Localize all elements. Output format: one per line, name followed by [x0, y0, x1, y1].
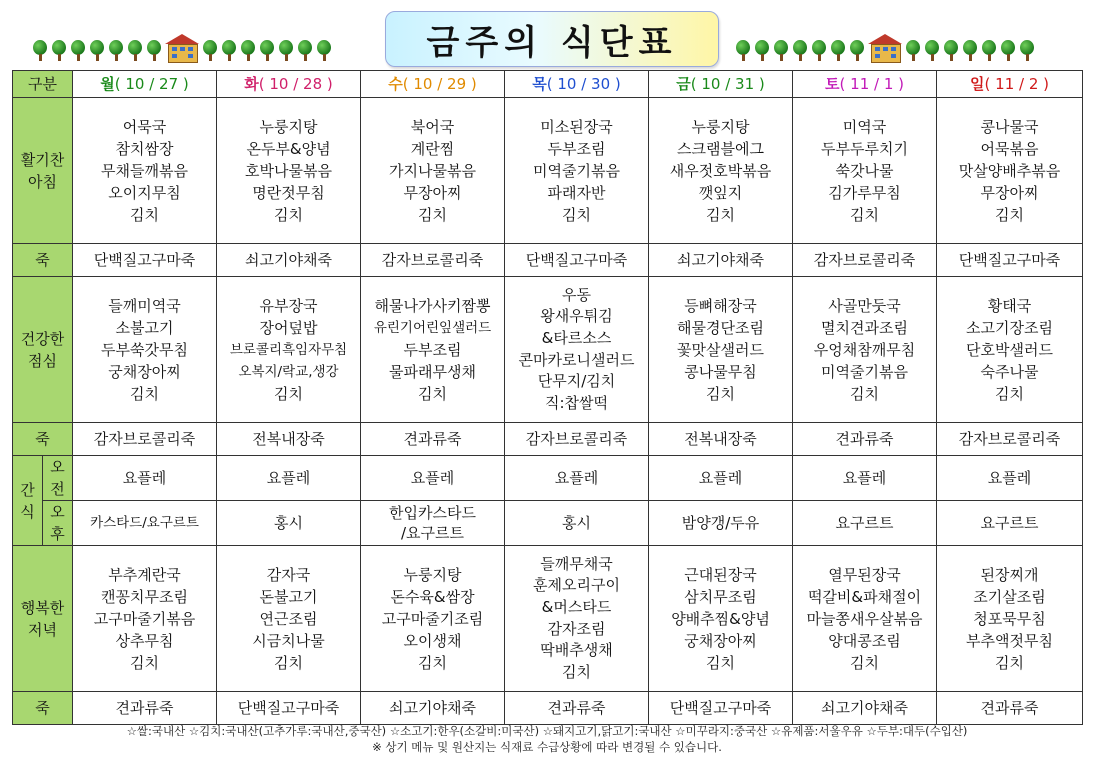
menu-item: 김치: [130, 384, 159, 403]
tree-icon: [773, 38, 789, 62]
menu-item: 김치: [850, 653, 879, 672]
breakfast-label: [13, 98, 73, 244]
menu-item: 꽃맛살샐러드: [677, 340, 764, 359]
menu-item: 고구마줄기조림: [381, 609, 484, 628]
day-date: ( 10 / 29 ): [402, 75, 477, 93]
label-line: 저녁: [28, 620, 57, 639]
tree-icon: [754, 38, 770, 62]
header-row: [13, 71, 1083, 98]
tree-icon: [1000, 38, 1016, 62]
menu-item: 누룽지탕: [403, 565, 462, 584]
menu-item: 궁채장아찌: [684, 631, 757, 650]
dinner-row: [13, 546, 1083, 692]
snack-am-cell: 요플레: [793, 456, 937, 501]
dinner-cell: [937, 546, 1083, 692]
menu-item: 김치: [274, 384, 303, 403]
label-line: 후: [50, 525, 65, 543]
day-date: ( 11 / 2 ): [984, 75, 1049, 93]
menu-item: 명란젓무침: [252, 183, 325, 202]
dinner-label: [13, 546, 73, 692]
menu-item: 무장아찌: [403, 183, 462, 202]
house-icon: [165, 34, 199, 62]
tree-icon: [830, 38, 846, 62]
menu-item: 김치: [850, 384, 879, 403]
breakfast-cell: [217, 98, 361, 244]
day-name: 토: [825, 75, 840, 93]
menu-item: /요구르트: [401, 524, 465, 542]
menu-item: 김치: [418, 384, 447, 403]
menu-item: 미역줄기볶음: [533, 161, 620, 180]
menu-item: 김치: [130, 205, 159, 224]
menu-item: 김치: [995, 205, 1024, 224]
lunch-cell: [649, 277, 793, 423]
menu-item: 소불고기: [115, 318, 174, 337]
porridge-cell: 쇠고기야채죽: [217, 244, 361, 277]
menu-item: 마늘쫑새우살볶음: [806, 609, 923, 628]
menu-item: 딱배추생채: [540, 641, 613, 660]
day-date: ( 10 / 27 ): [114, 75, 189, 93]
menu-item: 두부조림: [547, 139, 606, 158]
menu-item: 홍시: [274, 514, 303, 532]
menu-item: 두부쑥갓무침: [101, 340, 188, 359]
menu-item: 오이생채: [403, 631, 462, 650]
porridge-cell: 견과류죽: [73, 692, 217, 725]
day-header-thu: [505, 71, 649, 98]
tree-icon: [70, 38, 86, 62]
menu-item: 북어국: [410, 117, 455, 136]
tree-icon: [981, 38, 997, 62]
menu-item: 삼치무조림: [684, 587, 757, 606]
menu-item: 브로콜리흑임자무침: [229, 341, 348, 358]
label-line: 간: [20, 480, 35, 499]
menu-item: 된장찌개: [980, 565, 1039, 584]
menu-item: 근대된장국: [684, 565, 757, 584]
day-date: ( 10 / 31 ): [690, 75, 765, 93]
menu-item: 참치쌈장: [115, 139, 174, 158]
menu-item: 김치: [130, 653, 159, 672]
tree-icon: [297, 38, 313, 62]
lunch-cell: [73, 277, 217, 423]
menu-item: 무채들깨볶음: [101, 161, 188, 180]
snack-am-cell: 요플레: [361, 456, 505, 501]
menu-item: &타르소스: [541, 328, 612, 347]
house-icon: [868, 34, 902, 62]
tree-icon: [202, 38, 218, 62]
menu-item: 무장아찌: [980, 183, 1039, 202]
day-name: 화: [244, 75, 259, 93]
menu-item: 부추계란국: [108, 565, 181, 584]
tree-icon: [108, 38, 124, 62]
menu-item: 오복지/락교,생강: [238, 363, 339, 380]
lunch-porridge-row: [13, 423, 1083, 456]
menu-item: 파래자반: [547, 183, 606, 202]
menu-item: 시금치나물: [252, 631, 325, 650]
dinner-cell: [649, 546, 793, 692]
menu-item: 두부두루치기: [821, 139, 908, 158]
day-name: 금: [676, 75, 691, 93]
snack-am-cell: 요플레: [505, 456, 649, 501]
lunch-cell: [361, 277, 505, 423]
menu-item: 등뼈해장국: [684, 296, 757, 315]
menu-item: 오이지무침: [108, 183, 181, 202]
snack-am-cell: 요플레: [649, 456, 793, 501]
menu-item: 직:찹쌀떡: [545, 393, 609, 412]
tree-icon: [89, 38, 105, 62]
day-date: ( 10 / 28 ): [258, 75, 333, 93]
menu-item: 카스타드/요구르트: [90, 515, 199, 531]
menu-item: 소고기장조림: [966, 318, 1053, 337]
page-title: 금주의 식단표: [426, 22, 678, 63]
change-notice: ※ 상기 메뉴 및 원산지는 식재료 수급상황에 따라 변경될 수 있습니다.: [372, 740, 722, 754]
menu-item: 왕새우튀김: [540, 307, 613, 326]
tree-icon: [1019, 38, 1035, 62]
menu-item: 사골만둣국: [828, 296, 901, 315]
menu-item: 김치: [706, 205, 735, 224]
tree-decoration-left: [32, 34, 332, 62]
porridge-cell: 전복내장죽: [649, 423, 793, 456]
breakfast-cell: [505, 98, 649, 244]
menu-item: 부추액젓무침: [966, 631, 1053, 650]
snack-am-cell: 요플레: [217, 456, 361, 501]
menu-item: 들깨미역국: [108, 296, 181, 315]
snack-pm-cell: [937, 501, 1083, 546]
menu-item: 청포묵무침: [973, 609, 1046, 628]
day-header-tue: [217, 71, 361, 98]
menu-item: 연근조림: [259, 609, 318, 628]
snack-pm-cell: [649, 501, 793, 546]
menu-item: 호박나물볶음: [245, 161, 332, 180]
tree-icon: [924, 38, 940, 62]
snack-pm-cell: [73, 501, 217, 546]
porridge-cell: 단백질고구마죽: [73, 244, 217, 277]
dinner-cell: [793, 546, 937, 692]
label-line: 오: [50, 458, 65, 476]
menu-item: 김치: [995, 384, 1024, 403]
label-line: 건강한: [20, 329, 65, 348]
tree-icon: [240, 38, 256, 62]
menu-item: 상추무침: [115, 631, 174, 650]
menu-item: 해물나가사키짬뽕: [374, 296, 491, 315]
day-name: 월: [100, 75, 115, 93]
menu-item: 미역국: [842, 117, 887, 136]
porridge-cell: 전복내장죽: [217, 423, 361, 456]
day-header-sat: [793, 71, 937, 98]
tree-icon: [943, 38, 959, 62]
breakfast-cell: [361, 98, 505, 244]
lunch-cell: [937, 277, 1083, 423]
menu-item: 누룽지탕: [259, 117, 318, 136]
menu-item: 누룽지탕: [691, 117, 750, 136]
porridge-cell: 단백질고구마죽: [649, 692, 793, 725]
breakfast-cell: [73, 98, 217, 244]
menu-item: 맛살양배추볶음: [958, 161, 1061, 180]
menu-item: 떡갈비&파채절이: [807, 587, 922, 606]
snack-pm-cell: [505, 501, 649, 546]
menu-item: 훈제오리구이: [533, 576, 620, 595]
menu-item: 김치: [562, 205, 591, 224]
tree-decoration-right: [735, 34, 1035, 62]
day-name: 수: [388, 75, 403, 93]
menu-item: 미역줄기볶음: [821, 362, 908, 381]
breakfast-cell: [937, 98, 1083, 244]
menu-item: 캔꽁치무조림: [101, 587, 188, 606]
menu-item: 계란찜: [410, 139, 455, 158]
lunch-cell: [217, 277, 361, 423]
menu-item: 쑥갓나물: [835, 161, 894, 180]
label-line: 점심: [28, 351, 57, 370]
menu-item: 콩나물국: [980, 117, 1039, 136]
label-line: 전: [50, 480, 65, 498]
dinner-cell: [505, 546, 649, 692]
menu-item: 물파래무생채: [389, 362, 476, 381]
porridge-cell: 감자브로콜리죽: [505, 423, 649, 456]
snack-pm-cell: [793, 501, 937, 546]
menu-item: 김치: [418, 205, 447, 224]
porridge-cell: 쇠고기야채죽: [361, 692, 505, 725]
menu-item: 두부조림: [403, 340, 462, 359]
menu-item: 밤양갱/두유: [681, 514, 760, 532]
menu-item: 김치: [562, 662, 591, 681]
snack-pm-cell: [217, 501, 361, 546]
tree-icon: [735, 38, 751, 62]
menu-item: 가지나물볶음: [389, 161, 476, 180]
snack-am-label: [43, 456, 73, 501]
menu-item: 양배추찜&양념: [671, 609, 770, 628]
tree-icon: [221, 38, 237, 62]
menu-item: 궁채장아찌: [108, 362, 181, 381]
day-header-wed: [361, 71, 505, 98]
porridge-cell: 견과류죽: [793, 423, 937, 456]
weekly-menu-table: [12, 70, 1083, 725]
dinner-cell: [361, 546, 505, 692]
menu-item: 콩나물무침: [684, 362, 757, 381]
menu-item: 스크램블에그: [677, 139, 764, 158]
menu-item: 김치: [706, 384, 735, 403]
tree-icon: [792, 38, 808, 62]
porridge-cell: 견과류죽: [505, 692, 649, 725]
menu-item: 김가루무침: [828, 183, 901, 202]
day-header-fri: [649, 71, 793, 98]
lunch-cell: [793, 277, 937, 423]
porridge-label: 죽: [13, 423, 73, 456]
day-header-sun: [937, 71, 1083, 98]
menu-item: 김치: [706, 653, 735, 672]
menu-item: 조기살조림: [973, 587, 1046, 606]
label-line: 아침: [28, 172, 57, 191]
menu-item: 새우젓호박볶음: [669, 161, 772, 180]
menu-item: 유린기어린잎샐러드: [373, 319, 492, 336]
day-header-mon: [73, 71, 217, 98]
menu-item: 돈수육&쌈장: [390, 587, 475, 606]
porridge-cell: 단백질고구마죽: [937, 244, 1083, 277]
menu-item: 김치: [995, 653, 1024, 672]
snack-label: [13, 456, 43, 546]
tree-icon: [32, 38, 48, 62]
lunch-label: [13, 277, 73, 423]
menu-item: 단호박샐러드: [966, 340, 1053, 359]
menu-item: 어묵볶음: [980, 139, 1039, 158]
snack-pm-cell: [361, 501, 505, 546]
menu-item: 고구마줄기볶음: [93, 609, 196, 628]
menu-item: 요구르트: [835, 514, 894, 532]
tree-icon: [849, 38, 865, 62]
menu-item: 장어덮밥: [259, 318, 318, 337]
tree-icon: [127, 38, 143, 62]
tree-icon: [259, 38, 275, 62]
label-line: 식: [20, 502, 35, 521]
lunch-row: [13, 277, 1083, 423]
day-name: 목: [532, 75, 547, 93]
porridge-cell: 감자브로콜리죽: [937, 423, 1083, 456]
menu-item: 요구르트: [980, 514, 1039, 532]
menu-item: 우동: [562, 285, 591, 304]
label-line: 활기찬: [20, 150, 65, 169]
menu-item: 들깨무채국: [540, 554, 613, 573]
tree-icon: [51, 38, 67, 62]
porridge-cell: 감자브로콜리죽: [793, 244, 937, 277]
menu-item: 우엉채참깨무침: [813, 340, 916, 359]
menu-item: 멸치견과조림: [821, 318, 908, 337]
menu-item: &머스타드: [541, 597, 612, 616]
label-line: 행복한: [20, 598, 65, 617]
label-line: 오: [50, 503, 65, 521]
breakfast-cell: [793, 98, 937, 244]
menu-item: 돈불고기: [259, 587, 318, 606]
menu-item: 김치: [274, 205, 303, 224]
breakfast-porridge-row: [13, 244, 1083, 277]
menu-item: 어묵국: [122, 117, 167, 136]
menu-item: 홍시: [562, 514, 591, 532]
tree-icon: [811, 38, 827, 62]
menu-item: 김치: [274, 653, 303, 672]
title-banner: [385, 11, 719, 67]
menu-item: 김치: [850, 205, 879, 224]
snack-am-cell: 요플레: [937, 456, 1083, 501]
breakfast-cell: [649, 98, 793, 244]
tree-icon: [146, 38, 162, 62]
porridge-cell: 견과류죽: [361, 423, 505, 456]
origin-note: ☆쌀:국내산 ☆김치:국내산(고추가루:국내산,중국산) ☆소고기:한우(소갈비:미국산) ☆돼지고기,닭고기:국내산 ☆미꾸라지:중국산 ☆유제품:서울우유 ☆두부:대두(수입산): [126, 724, 968, 738]
menu-item: 콘마카로니샐러드: [518, 350, 635, 369]
porridge-label: 죽: [13, 244, 73, 277]
menu-item: 미소된장국: [540, 117, 613, 136]
menu-item: 해물경단조림: [677, 318, 764, 337]
tree-icon: [278, 38, 294, 62]
porridge-cell: 견과류죽: [937, 692, 1083, 725]
header-corner: 구분: [13, 71, 73, 98]
tree-icon: [962, 38, 978, 62]
menu-item: 황태국: [987, 296, 1032, 315]
dinner-cell: [73, 546, 217, 692]
porridge-cell: 쇠고기야채죽: [649, 244, 793, 277]
snack-am-row: [13, 456, 1083, 501]
menu-item: 감자조림: [547, 619, 606, 638]
menu-item: 김치: [418, 653, 447, 672]
snack-pm-label: [43, 501, 73, 546]
day-date: ( 10 / 30 ): [546, 75, 621, 93]
tree-icon: [905, 38, 921, 62]
lunch-cell: [505, 277, 649, 423]
porridge-cell: 쇠고기야채죽: [793, 692, 937, 725]
snack-am-cell: 요플레: [73, 456, 217, 501]
menu-item: 깻잎지: [698, 183, 743, 202]
porridge-cell: 단백질고구마죽: [217, 692, 361, 725]
menu-item: 단무지/김치: [537, 372, 616, 391]
menu-item: 한입카스타드: [389, 504, 476, 522]
porridge-cell: 감자브로콜리죽: [73, 423, 217, 456]
menu-item: 양대콩조림: [828, 631, 901, 650]
menu-item: 열무된장국: [828, 565, 901, 584]
porridge-cell: 감자브로콜리죽: [361, 244, 505, 277]
day-name: 일: [970, 75, 985, 93]
porridge-label: 죽: [13, 692, 73, 725]
tree-icon: [316, 38, 332, 62]
menu-item: 감자국: [266, 565, 311, 584]
dinner-porridge-row: [13, 692, 1083, 725]
day-date: ( 11 / 1 ): [839, 75, 904, 93]
snack-pm-row: [13, 501, 1083, 546]
dinner-cell: [217, 546, 361, 692]
menu-item: 숙주나물: [980, 362, 1039, 381]
breakfast-row: [13, 98, 1083, 244]
menu-item: 유부장국: [259, 296, 318, 315]
porridge-cell: 단백질고구마죽: [505, 244, 649, 277]
menu-item: 온두부&양념: [246, 139, 331, 158]
